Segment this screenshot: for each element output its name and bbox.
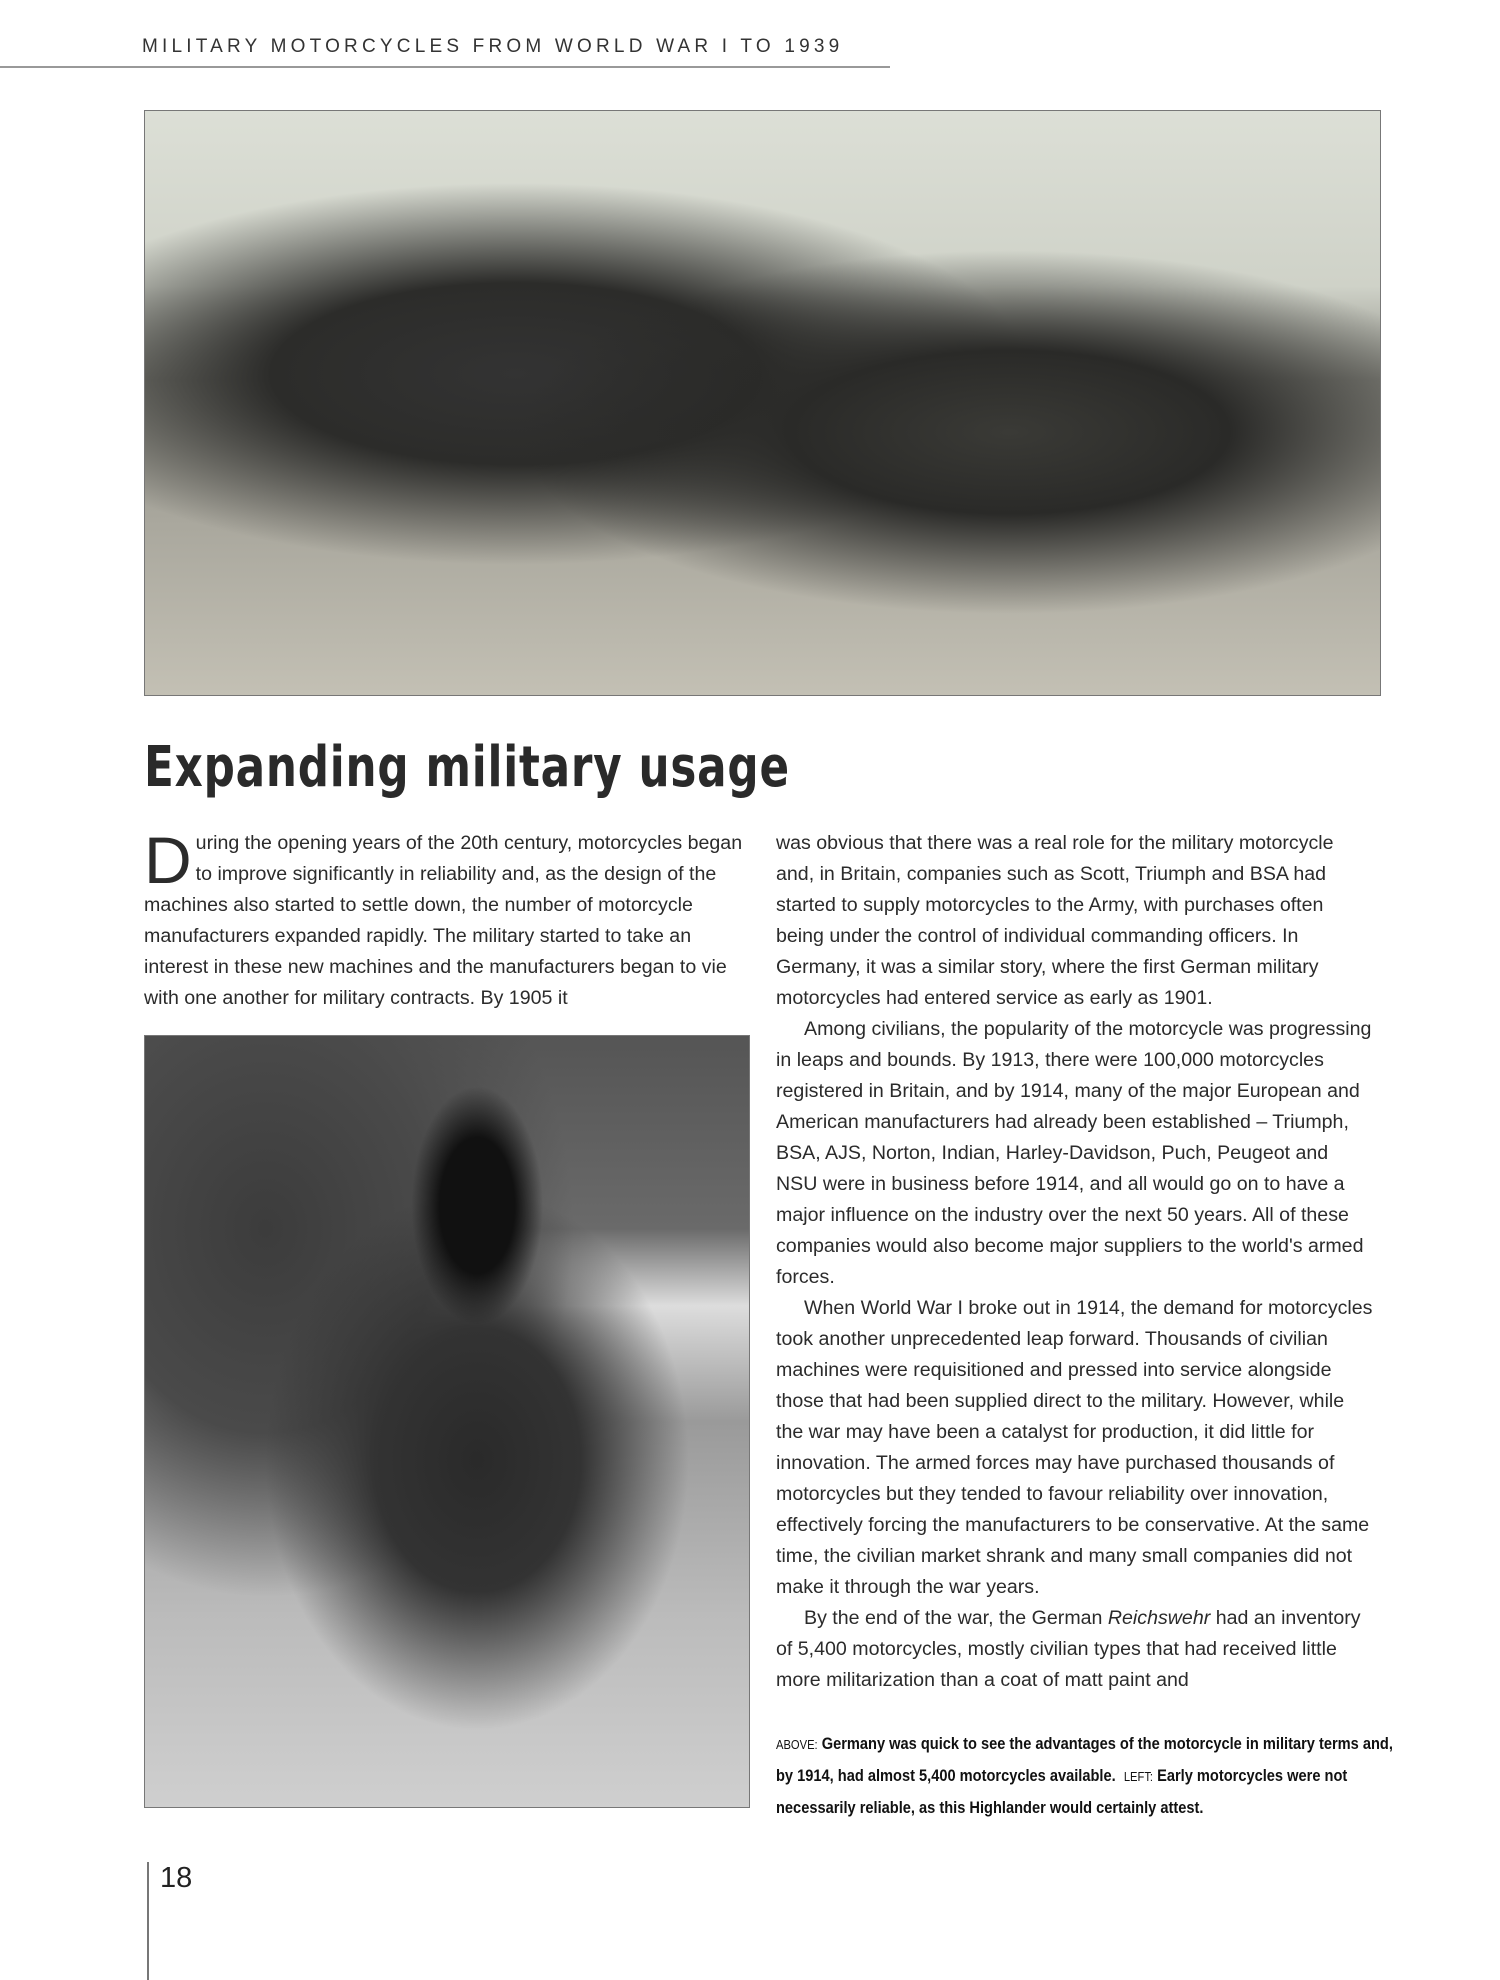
article-title: Expanding military usage (144, 735, 790, 800)
page-number: 18 (160, 1862, 193, 1894)
paragraph (776, 1603, 1374, 1696)
caption-left: Early motorcycles were not necessarily reliable, as this Highlander would certainly attest. (776, 1766, 1348, 1817)
paragraph: When World War I broke out in 1914, the demand for motorcycles took another unprecedented leap forward. Thousands of civilian machines were requisitioned and pressed into service alongside those that had been supplied direct to the military. However, while the war may have been a catalyst for production, it did little for innovation. The armed forces may have purchased thousands of motorcycles but they tended to favour reliability over innovation, effectively forcing the manufacturers to be conservative. At the same time, the civilian market shrank and many small companies did not make it through the war years. (776, 1297, 1373, 1598)
caption-label-above: ABOVE: (776, 1737, 818, 1752)
paragraph: Among civilians, the popularity of the motorcycle was progressing in leaps and bounds. By 1913, there were 100,000 motorcycles registered in Britain, and by 1914, many of the major European and American manufacturers had already been established – Triumph, BSA, AJS, Norton, Indian, Harley-Davidson, Puch, Peugeot and NSU were in business before 1914, and all would go on to have a major influence on the industry over the next 50 years. All of these companies would also become major suppliers to the world's armed forces. (776, 1018, 1372, 1288)
column-left (144, 823, 748, 1014)
text: had an inventory of 5,400 motorcycles, mostly civilian types that had received little more militarization than a coat of matt paint and (776, 1607, 1361, 1691)
drop-cap: D (144, 823, 192, 897)
photo-highlander-motorcycle (144, 1035, 750, 1808)
text: By the end of the war, the German (804, 1607, 1108, 1629)
paragraph: was obvious that there was a real role for the military motorcycle and, in Britain, companies such as Scott, Triumph and BSA had started to supply motorcycles to the Army, with purchases often being under the control of individual commanding officers. In Germany, it was a similar story, where the first German military motorcycles had entered service as early as 1901. (776, 832, 1334, 1009)
caption-label-left: LEFT: (1123, 1769, 1154, 1784)
running-head: MILITARY MOTORCYCLES FROM WORLD WAR I TO 1939 (142, 36, 844, 57)
caption-above: Germany was quick to see the advantages of the motorcycle in military terms and, by 1914, had almost 5,400 motorcycles available. (776, 1734, 1393, 1785)
italic-term: Reichswehr (1107, 1607, 1211, 1629)
photo-caption (776, 1728, 1395, 1823)
page-number-rule (147, 1862, 149, 1980)
paragraph: uring the opening years of the 20th century, motorcycles began to improve significantly in reliability and, as the design of the machines also started to settle down, the number of motorcycle manufacturers expanded rapidly. The military started to take an interest in these new machines and the manufacturers began to vie with one another for military contracts. By 1905 it (144, 832, 743, 1009)
photo-german-motorcycle-troops (144, 110, 1381, 696)
header-rule (0, 66, 890, 68)
column-right (776, 828, 1374, 1696)
